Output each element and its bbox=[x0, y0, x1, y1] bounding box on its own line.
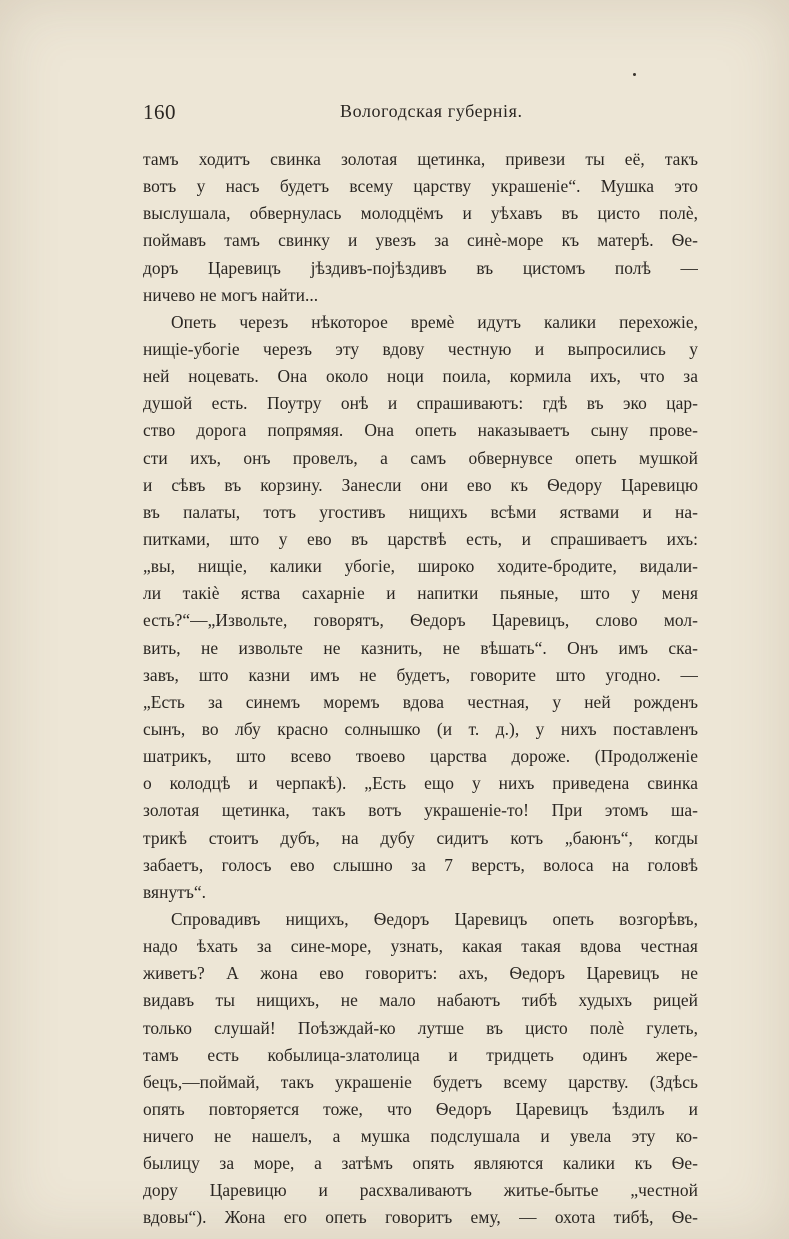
text-line: бецъ,—поймай, такъ украшеніе будетъ всему царству. (Здѣсь bbox=[143, 1071, 698, 1092]
text-line: Опеть черезъ нѣкоторое времѐ идутъ калики перехожіе, bbox=[171, 311, 698, 332]
text-line: сынъ, во лбу красно солнышко (и т. д.), у нихъ поставленъ bbox=[143, 718, 698, 739]
text-line: ничего не нашелъ, а мушка подслушала и увела эту ко- bbox=[143, 1126, 698, 1147]
text-line: поймавъ тамъ свинку и увезъ за синѐ-море къ матерѣ. Ѳе- bbox=[143, 230, 698, 251]
text-line: есть?“—„Извольте, говорятъ, Ѳедоръ Царевицъ, слово мол- bbox=[143, 610, 698, 631]
running-title: Вологодская губернія. bbox=[340, 101, 523, 121]
text-line: вянутъ“. bbox=[143, 881, 207, 902]
text-line: душой есть. Поутру онѣ и спрашиваютъ: гдѣ въ эко цар- bbox=[143, 393, 698, 414]
text-line: нищіе-убогіе черезъ эту вдову честную и выпросились у bbox=[143, 338, 698, 359]
text-line: видавъ ты нищихъ, не мало набаютъ тибѣ худыхъ рицей bbox=[143, 990, 698, 1011]
text-line: „вы, нищіе, калики убогіе, широко ходите-бродите, видали- bbox=[143, 556, 698, 577]
text-line: вить, не извольте не казнить, не вѣшать“. Онъ имъ ска- bbox=[143, 637, 698, 658]
text-line: о колодцѣ и черпакѣ). „Есть ещо у нихъ приведена свинка bbox=[143, 773, 698, 794]
text-line: Спровадивъ нищихъ, Ѳедоръ Царевицъ опеть возгорѣвъ, bbox=[171, 908, 698, 929]
text-line: забаетъ, голосъ ево слышно за 7 верстъ, волоса на головѣ bbox=[143, 854, 698, 875]
text-line: вдовы“). Жона его опеть говоритъ ему, — охота тибѣ, Ѳе- bbox=[143, 1207, 698, 1228]
text-line: сти ихъ, онъ провелъ, а самъ обвернувсе опеть мушкой bbox=[143, 447, 698, 468]
text-line: дору Царевицю и расхваливаютъ житье-бытье „честной bbox=[143, 1180, 698, 1201]
ink-speck bbox=[633, 73, 636, 76]
text-line: вотъ у насъ будетъ всему царству украшеніе“. Мушка это bbox=[143, 176, 698, 197]
text-line: только слушай! Поѣзждай-ко лутше въ цисто полѐ гулеть, bbox=[143, 1017, 698, 1038]
text-line: „Есть за синемъ моремъ вдова честная, у ней рожденъ bbox=[143, 691, 698, 712]
text-line: выслушала, обвернулась молодцёмъ и уѣхавъ въ цисто полѐ, bbox=[143, 203, 698, 224]
body-text bbox=[143, 146, 698, 1232]
text-line: и сѣвъ въ корзину. Занесли они ево къ Ѳедору Царевицю bbox=[143, 474, 698, 495]
text-line: надо ѣхать за сине-море, узнать, какая такая вдова честная bbox=[143, 936, 698, 957]
text-line: тамъ ходитъ свинка золотая щетинка, привези ты её, такъ bbox=[143, 149, 698, 169]
text-line: ство дорога попрямяя. Она опеть наказываетъ сыну прове- bbox=[143, 420, 698, 441]
text-line: золотая щетинка, такъ вотъ украшеніе-то! При этомъ ша- bbox=[143, 800, 698, 821]
text-line: трикѣ стоитъ дубъ, на дубу сидитъ котъ „баюнъ“, когды bbox=[143, 827, 698, 848]
text-line: былицу за море, а затѣмъ опять являются калики къ Ѳе- bbox=[143, 1153, 698, 1174]
text-line: ней ноцевать. Она около ноци поила, кормила ихъ, что за bbox=[143, 366, 698, 387]
text-line: ничево не могъ найти... bbox=[143, 284, 319, 305]
text-line: питками, што у ево въ царствѣ есть, и спрашиваетъ ихъ: bbox=[143, 528, 698, 549]
text-line: ли такіѐ яства сахарніе и напитки пьяные, што у меня bbox=[143, 583, 698, 604]
text-line: въ палаты, тотъ угостивъ нищихъ всѣми яствами и на- bbox=[143, 501, 698, 522]
text-line: тамъ есть кобылица-златолица и тридцеть одинъ жере- bbox=[143, 1044, 698, 1065]
text-line: живетъ? А жона ево говоритъ: ахъ, Ѳедоръ Царевицъ не bbox=[143, 963, 698, 984]
page-number: 160 bbox=[143, 100, 176, 124]
text-line: шатрикъ, што всево твоево царства дороже. (Продолженіе bbox=[143, 746, 698, 767]
text-line: доръ Царевицъ јѣздивъ-појѣздивъ въ цистомъ полѣ — bbox=[143, 257, 698, 278]
text-line: опять повторяется тоже, что Ѳедоръ Царевицъ ѣздилъ и bbox=[143, 1098, 698, 1119]
text-line: завъ, што казни имъ не будетъ, говорите што угодно. — bbox=[143, 664, 698, 685]
page-header bbox=[143, 100, 698, 130]
